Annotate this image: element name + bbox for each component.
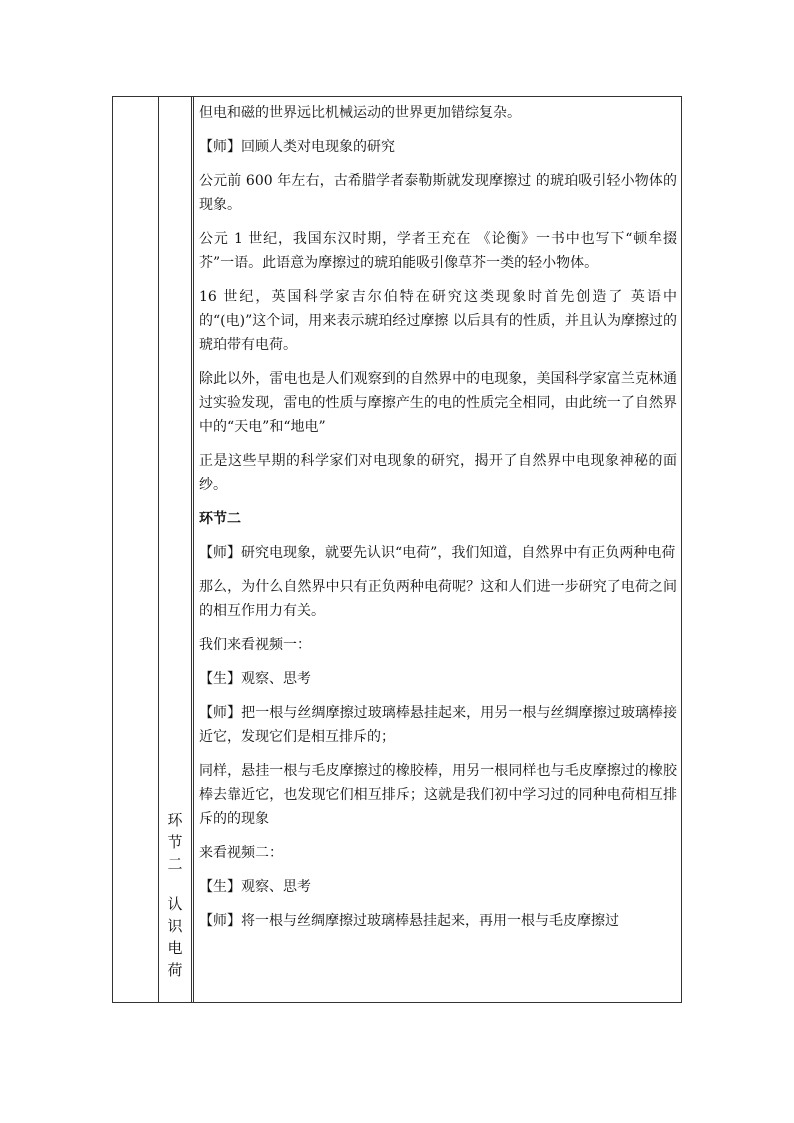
column-divider-3 (193, 97, 194, 1002)
side-char: 节 (167, 833, 183, 851)
paragraph: 【生】观察、思考 (199, 671, 311, 687)
paragraph: 同样，悬挂一根与毛皮摩擦过的橡胶棒，用另一根同样也与毛皮摩擦过的橡胶棒去靠近它，也发现它们相互排斥；这就是我们初中学习过的同种电荷相互排斥的的现象 (199, 763, 677, 827)
paragraph: 那么，为什么自然界中只有正负两种电荷呢？这和人们进一步研究了电荷之间的相互作用力有关。 (199, 579, 677, 619)
paragraph: 【师】将一根与丝绸摩擦过玻璃棒悬挂起来，再用一根与毛皮摩擦过 (199, 913, 619, 929)
paragraph: 除此以外，雷电也是人们观察到的自然界中的电现象，美国科学家富兰克林通过实验发现，雷电的性质与摩擦产生的电的性质完全相同，由此统一了自然界中的“天电”和“地电” (199, 371, 677, 435)
side-char: 认 (167, 895, 183, 913)
paragraph: 公元前 600 年左右，古希腊学者泰勒斯就发现摩擦过 的琥珀吸引轻小物体的现象。 (199, 173, 677, 213)
paragraph: 【师】研究电现象，就要先认识“电荷”，我们知道，自然界中有正负两种电荷 (199, 545, 676, 561)
paragraph: 正是这些早期的科学家们对电现象的研究，揭开了自然界中电现象神秘的面纱。 (199, 453, 677, 493)
paragraph: 【师】把一根与丝绸摩擦过玻璃棒悬挂起来，用另一根与丝绸摩擦过玻璃棒接近它，发现它们是相互排斥的； (199, 705, 677, 745)
side-char: 识 (167, 917, 183, 935)
paragraph: 16 世纪，英国科学家吉尔伯特在研究这类现象时首先创造了 英语中的“(电)”这个词，用来表示琥珀经过摩擦 以后具有的性质，并且认为摩擦过的琥珀带有电荷。 (199, 289, 677, 353)
lesson-table (112, 96, 682, 1003)
paragraph: 【生】观察、思考 (199, 879, 311, 895)
column-divider-2 (191, 97, 192, 1002)
paragraph: 但电和磁的世界远比机械运动的世界更加错综复杂。 (199, 105, 521, 121)
lesson-content (199, 101, 677, 943)
paragraph: 【师】回顾人类对电现象的研究 (199, 139, 395, 155)
side-char: 环 (167, 811, 183, 829)
section-heading: 环节二 (199, 511, 241, 527)
side-char: 电 (167, 939, 183, 957)
paragraph: 我们来看视频一： (199, 637, 311, 653)
side-char: 二 (167, 855, 183, 873)
paragraph: 来看视频二： (199, 845, 283, 861)
side-char: 荷 (167, 961, 183, 979)
section-side-label (159, 809, 191, 981)
paragraph: 公元 1 世纪，我国东汉时期，学者王充在 《论衡》一书中也写下“顿牟掇芥”一语。此语意为摩擦过的琥珀能吸引像草芥一类的轻小物体。 (199, 231, 677, 271)
